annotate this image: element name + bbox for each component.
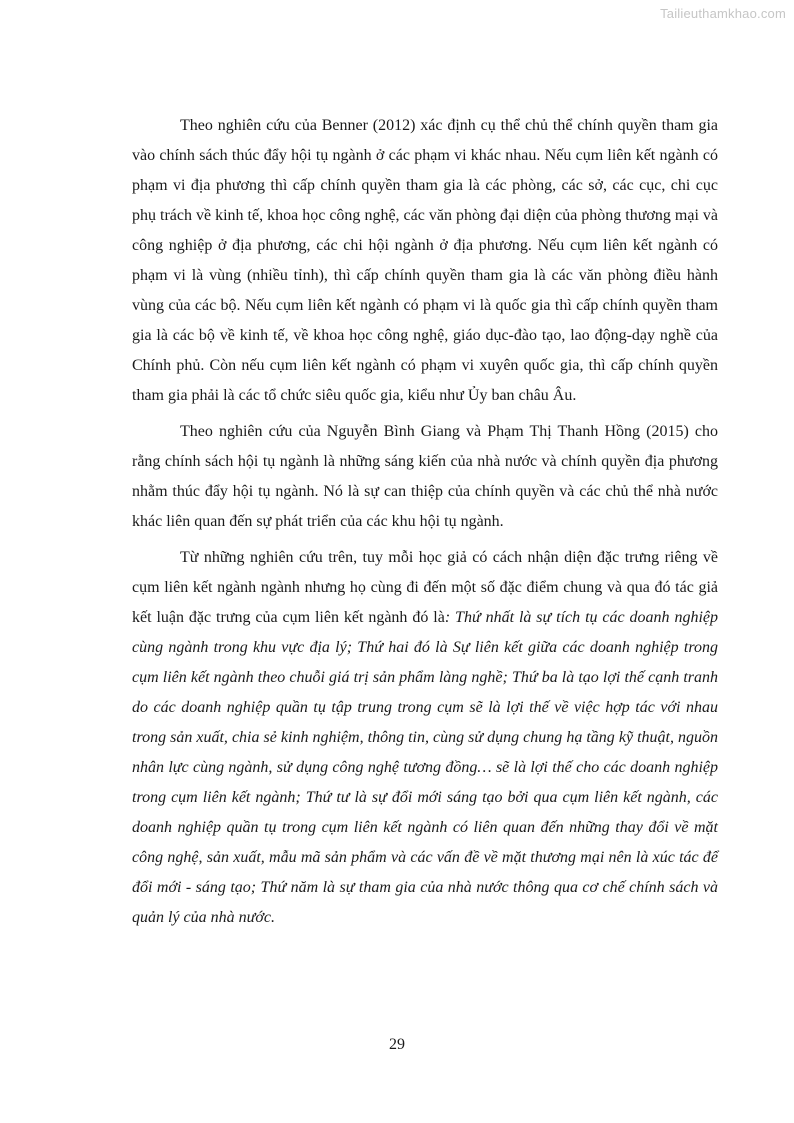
paragraph-giang-hong: Theo nghiên cứu của Nguyễn Bình Giang và Phạm Thị Thanh Hồng (2015) cho rằng chính sách hội tụ ngành là những sáng kiến của nhà nước và chính quyền địa phương nhằm thúc đẩy hội tụ ngành. Nó là sự can thiệp của chính quyền và các chủ thể nhà nước khác liên quan đến sự phát triển của các khu hội tụ ngành. <box>132 423 718 530</box>
watermark: Tailieuthamkhao.com <box>660 6 786 21</box>
conclusion-intro: Từ những nghiên cứu trên, tuy mỗi học giả có cách nhận diện đặc trưng riêng về cụm liên kết ngành ngành nhưng họ cùng đi đến một số đặc điểm chung và qua đó tác giả kết luận đặc trưng của cụm liên kết ngành đó là <box>132 549 718 626</box>
page-number: 29 <box>389 1036 405 1053</box>
paragraph-conclusion <box>132 543 718 933</box>
conclusion-characteristics: : Thứ nhất là sự tích tụ các doanh nghiệp cùng ngành trong khu vực địa lý; Thứ hai đó là Sự liên kết giữa các doanh nghiệp trong cụm liên kết ngành theo chuỗi giá trị sản phẩm làng nghề; Thứ ba là tạo lợi thế cạnh tranh do các doanh nghiệp quần tụ tập trung trong cụm sẽ là lợi thế về việc hợp tác với nhau trong sản xuất, chia sẻ kinh nghiệm, thông tin, cùng sử dụng chung hạ tầng kỹ thuật, nguồn nhân lực cùng ngành, sử dụng công nghệ tương đồng… sẽ là lợi thế cho các doanh nghiệp trong cụm liên kết ngành; Thứ tư là sự đổi mới sáng tạo bởi qua cụm liên kết ngành, các doanh nghiệp quần tụ trong cụm liên kết ngành có liên quan đến những thay đổi về mặt công nghệ, sản xuất, mẫu mã sản phẩm và các vấn đề về mặt thương mại nên là xúc tác để đổi mới - sáng tạo; Thứ năm là sự tham gia của nhà nước thông qua cơ chế chính sách và quản lý của nhà nước. <box>132 609 719 926</box>
body-text <box>132 111 718 939</box>
paragraph-benner: Theo nghiên cứu của Benner (2012) xác định cụ thể chủ thể chính quyền tham gia vào chính sách thúc đẩy hội tụ ngành ở các phạm vi khác nhau. Nếu cụm liên kết ngành có phạm vi địa phương thì cấp chính quyền tham gia là các phòng, các sở, các cục, chi cục phụ trách về kinh tế, khoa học công nghệ, các văn phòng đại diện của phòng thương mại và công nghiệp ở địa phương, các chi hội ngành ở địa phương. Nếu cụm liên kết ngành có phạm vi là vùng (nhiều tỉnh), thì cấp chính quyền tham gia là các văn phòng điều hành vùng của các bộ. Nếu cụm liên kết ngành có phạm vi là quốc gia thì cấp chính quyền tham gia là các bộ về kinh tế, về khoa học công nghệ, giáo dục-đào tạo, lao động-dạy nghề của Chính phủ. Còn nếu cụm liên kết ngành có phạm vi xuyên quốc gia, thì cấp chính quyền tham gia phải là các tổ chức siêu quốc gia, kiểu như Ủy ban châu Âu. <box>132 117 718 404</box>
